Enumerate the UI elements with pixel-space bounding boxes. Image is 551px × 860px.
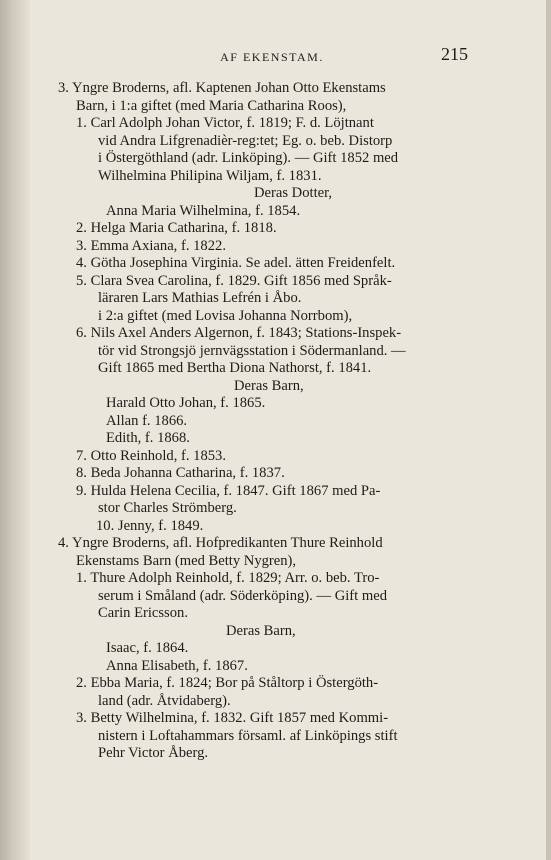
text-line: i 2:a giftet (med Lovisa Johanna Norrbom), xyxy=(98,307,353,324)
text-line: 2. Helga Maria Catharina, f. 1818. xyxy=(76,220,277,236)
genealogy-text xyxy=(58,80,492,763)
text-line: Edith, f. 1868. xyxy=(106,430,190,446)
text-line: vid Andra Lifgrenadièr-reg:tet; Eg. o. beb. Distorp xyxy=(98,132,393,149)
text-line: serum i Småland (adr. Söderköping). — Gift med xyxy=(98,587,387,604)
text-line: 3. Betty Wilhelmina, f. 1832. Gift 1857 med Kommi- xyxy=(76,710,389,726)
text-line: tör vid Strongsjö jernvägsstation i Södermanland. — xyxy=(98,342,406,359)
text-line: 1. Carl Adolph Johan Victor, f. 1819; F. d. Löjtnant xyxy=(76,115,374,131)
text-line: 3. Emma Axiana, f. 1822. xyxy=(76,237,226,254)
text-line: Gift 1865 med Bertha Diona Nathorst, f. 1841. xyxy=(98,360,372,376)
text-line: Harald Otto Johan, f. 1865. xyxy=(106,395,266,411)
text-line: Anna Maria Wilhelmina, f. 1854. xyxy=(106,202,301,219)
text-line: 10. Jenny, f. 1849. xyxy=(96,517,204,534)
text-line: Ekenstams Barn (med Betty Nygren), xyxy=(76,552,297,569)
text-line: stor Charles Strömberg. xyxy=(98,500,237,516)
text-line: 3. Yngre Broderns, afl. Kaptenen Johan Otto Ekenstams xyxy=(58,80,386,96)
running-head: AF EKENSTAM. xyxy=(220,50,324,64)
text-line: 8. Beda Johanna Catharina, f. 1837. xyxy=(76,465,285,481)
text-line: Anna Elisabeth, f. 1867. xyxy=(106,657,248,674)
text-line: 4. Götha Josephina Virginia. Se adel. ätten Freidenfelt. xyxy=(76,255,396,271)
book-spine-shadow xyxy=(0,0,30,860)
text-line: läraren Lars Mathias Lefrén i Åbo. xyxy=(98,290,302,306)
text-line: Deras Dotter, xyxy=(254,185,333,201)
text-line: 7. Otto Reinhold, f. 1853. xyxy=(76,447,226,464)
page-edge xyxy=(546,0,551,860)
page-header xyxy=(76,44,468,68)
text-line: i Östergöthland (adr. Linköping). — Gift 1852 med xyxy=(98,150,399,166)
text-line: 2. Ebba Maria, f. 1824; Bor på Ståltorp i Östergöth- xyxy=(76,675,379,691)
text-line: 1. Thure Adolph Reinhold, f. 1829; Arr. o. beb. Tro- xyxy=(76,570,380,586)
text-line: Deras Barn, xyxy=(226,622,296,639)
text-line: Wilhelmina Philipina Wiljam, f. 1831. xyxy=(98,167,322,184)
text-line: Barn, i 1:a giftet (med Maria Catharina Roos), xyxy=(76,97,347,114)
page-number: 215 xyxy=(441,44,468,64)
text-line: Allan f. 1866. xyxy=(106,412,188,429)
text-line: Isaac, f. 1864. xyxy=(106,640,189,656)
text-line: Pehr Victor Åberg. xyxy=(98,745,209,761)
text-line: land (adr. Åtvidaberg). xyxy=(98,692,231,709)
text-line: nistern i Loftahammars församl. af Linköpings stift xyxy=(98,727,398,744)
text-line: 9. Hulda Helena Cecilia, f. 1847. Gift 1867 med Pa- xyxy=(76,482,381,499)
text-line: 5. Clara Svea Carolina, f. 1829. Gift 1856 med Språk- xyxy=(76,272,392,289)
text-line: Carin Ericsson. xyxy=(98,605,188,621)
text-line: 6. Nils Axel Anders Algernon, f. 1843; Stations-Inspek- xyxy=(76,325,402,341)
text-line: Deras Barn, xyxy=(234,377,304,394)
text-line: 4. Yngre Broderns, afl. Hofpredikanten Thure Reinhold xyxy=(58,535,383,551)
